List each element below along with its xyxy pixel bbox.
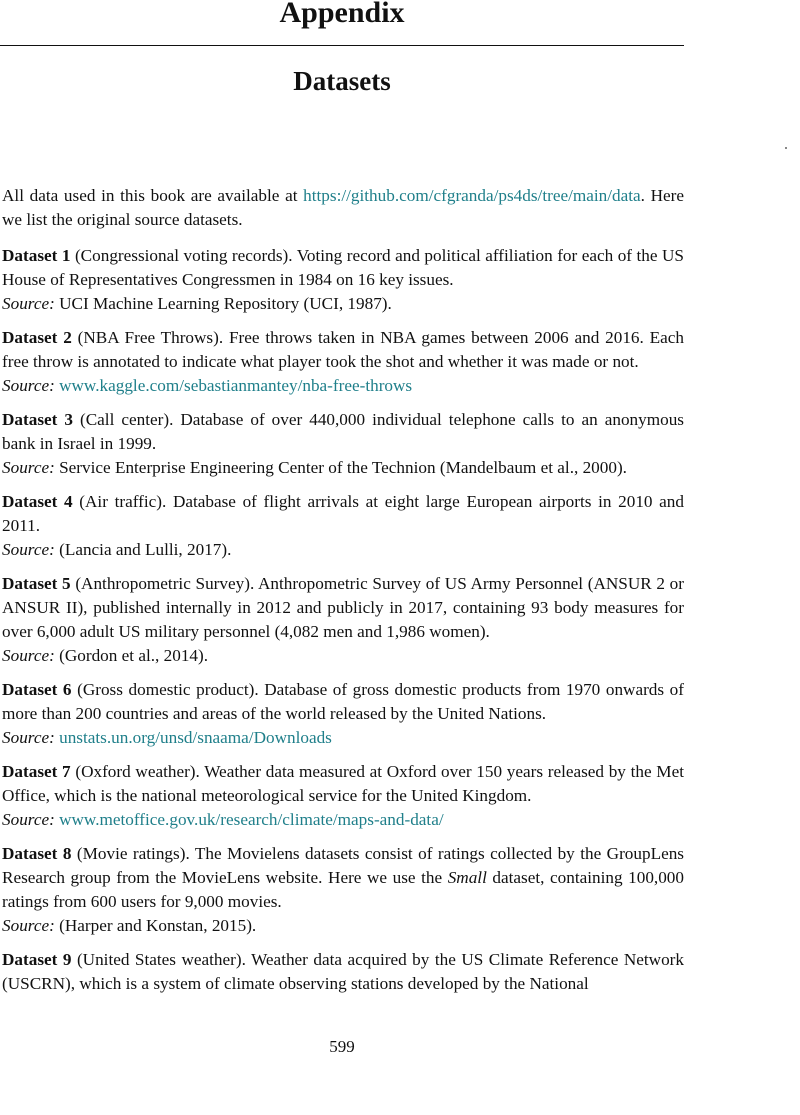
page-body [2,184,684,1006]
dataset-title: (United States weather) [71,950,242,969]
dataset-entry-1 [2,244,684,316]
dataset-description-text: . Weather data acquired by the US Climate Reference Network (USCRN), which is a system of climate observing stations developed by the National [2,950,684,993]
dataset-source [2,914,684,938]
dataset-entry-5 [2,572,684,668]
dataset-title: (Congressional voting records) [70,246,289,265]
dataset-source [2,292,684,316]
dataset-description [2,490,684,538]
dataset-description [2,948,684,996]
dataset-title: (Oxford weather) [70,762,196,781]
dataset-description-text-after: dataset, containing 100,000 ratings from 600 users for 9,000 movies. [2,868,684,911]
source-link[interactable]: unstats.un.org/unsd/snaama/Downloads [59,728,332,747]
dataset-title: (Air traffic) [72,492,162,511]
dataset-description [2,842,684,914]
dataset-description [2,678,684,726]
dataset-label: Dataset 9 [2,950,72,969]
dataset-source [2,644,684,668]
dataset-description-emphasis: Small [447,868,487,887]
dataset-label: Dataset 6 [2,680,72,699]
dataset-title: (Gross domestic product) [71,680,255,699]
source-label: Source: [2,458,55,477]
dataset-title: (Call center) [72,410,170,429]
dataset-label: Dataset 2 [2,328,72,347]
source-link[interactable]: www.metoffice.gov.uk/research/climate/maps-and-data/ [59,810,444,829]
dataset-label: Dataset 1 [2,246,71,265]
intro-paragraph [2,184,684,232]
dataset-source [2,808,684,832]
data-repository-link[interactable]: https://github.com/cfgranda/ps4ds/tree/main/data [303,186,641,205]
dataset-description [2,760,684,808]
dataset-label: Dataset 7 [2,762,71,781]
dataset-entry-6 [2,678,684,750]
source-text: (Lancia and Lulli, 2017). [54,540,232,559]
page-number: 599 [329,1037,355,1056]
chapter-title: Appendix [279,0,405,29]
dataset-title: (Anthropometric Survey) [70,574,250,593]
section-title: Datasets [293,66,391,96]
margin-mark [785,147,787,149]
source-label: Source: [2,376,55,395]
dataset-source [2,456,684,480]
header-rule [0,45,684,46]
source-text: (Gordon et al., 2014). [54,646,209,665]
source-label: Source: [2,540,55,559]
dataset-description-text: . Weather data measured at Oxford over 150 years released by the Met Office, which is the national meteorological service for the United Kingdom. [2,762,684,805]
dataset-entry-7 [2,760,684,832]
dataset-description-text: . Voting record and political affiliation for each of the US House of Representatives Congressmen in 1984 on 16 key issues. [2,246,684,289]
dataset-source [2,726,684,750]
dataset-description-text: . Database of flight arrivals at eight large European airports in 2010 and 2011. [2,492,684,535]
dataset-source [2,538,684,562]
dataset-description [2,244,684,292]
dataset-description [2,326,684,374]
dataset-description-text: . Free throws taken in NBA games between 2006 and 2016. Each free throw is annotated to indicate what player took the shot and whether it was made or not. [2,328,684,371]
dataset-description-text: . The Movielens datasets consist of ratings collected by the GroupLens Research group from the MovieLens website. Here we use the [2,844,684,887]
source-label: Source: [2,646,55,665]
intro-text-after: . Here we list the original source datasets. [2,186,684,229]
source-label: Source: [2,294,55,313]
dataset-entry-8 [2,842,684,938]
dataset-entry-4 [2,490,684,562]
dataset-description-text: . Anthropometric Survey of US Army Personnel (ANSUR 2 or ANSUR II), published internally in 2012 and publicly in 2017, containing 93 body measures for over 6,000 adult US military personnel (4,082 men and 1,986 women). [2,574,685,641]
dataset-entry-9 [2,948,684,996]
source-label: Source: [2,810,55,829]
dataset-description [2,572,684,644]
intro-text-before: All data used in this book are available at [2,186,304,205]
source-text: UCI Machine Learning Repository (UCI, 1987). [54,294,392,313]
dataset-label: Dataset 4 [2,492,73,511]
source-label: Source: [2,728,55,747]
dataset-entry-3 [2,408,684,480]
dataset-description-text: . Database of gross domestic products from 1970 onwards of more than 200 countries and areas of the world released by the United Nations. [2,680,684,723]
dataset-title: (Movie ratings) [71,844,186,863]
dataset-source [2,374,684,398]
source-label: Source: [2,916,55,935]
source-text: (Harper and Konstan, 2015). [54,916,257,935]
dataset-description [2,408,684,456]
dataset-label: Dataset 3 [2,410,73,429]
dataset-label: Dataset 8 [2,844,72,863]
dataset-entry-2 [2,326,684,398]
source-text: Service Enterprise Engineering Center of the Technion (Mandelbaum et al., 2000). [54,458,627,477]
source-link[interactable]: www.kaggle.com/sebastianmantey/nba-free-throws [59,376,413,395]
dataset-title: (NBA Free Throws) [71,328,219,347]
dataset-description-text: . Database of over 440,000 individual telephone calls to an anonymous bank in Israel in 1999. [2,410,684,453]
dataset-label: Dataset 5 [2,574,71,593]
